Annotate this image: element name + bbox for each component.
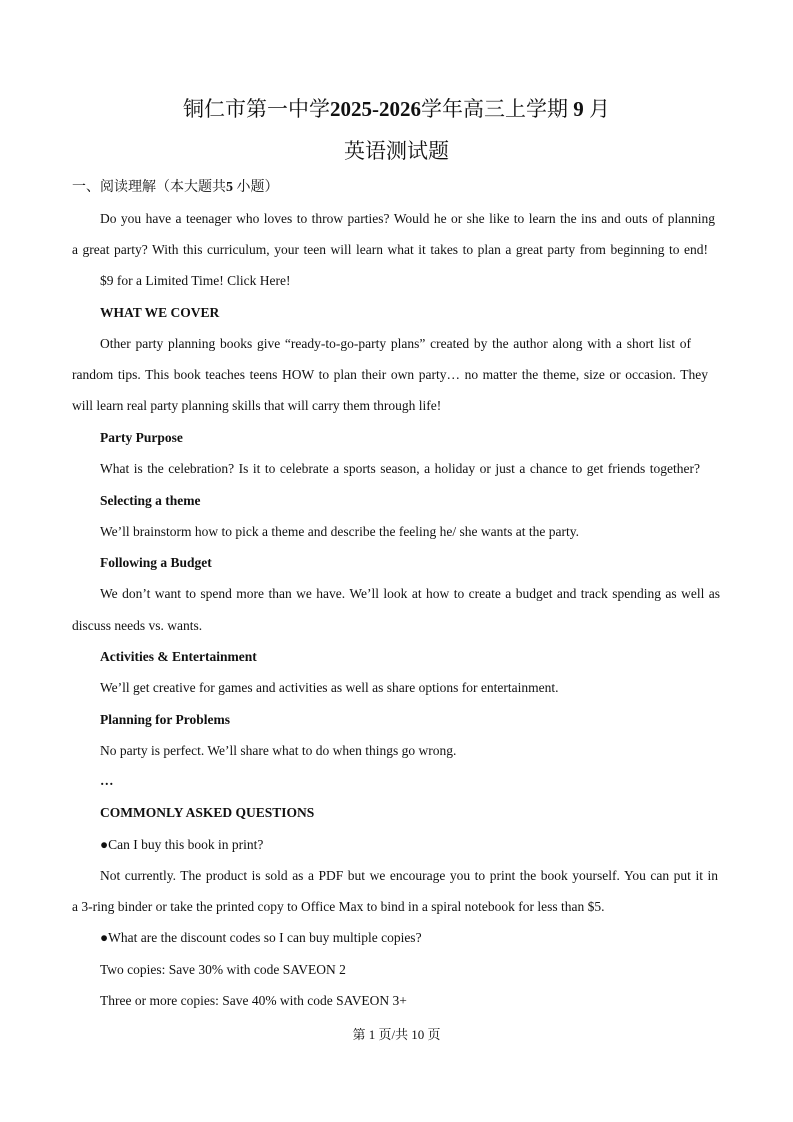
- answer-1-line-1: Not currently. The product is sold as a PDF but we encourage you to print the book yourself. You can put it in: [100, 868, 718, 883]
- cover-heading: WHAT WE COVER: [100, 305, 220, 320]
- budget-line-1: We don’t want to spend more than we have. We’ll look at how to create a budget and track spending as well as: [100, 586, 720, 601]
- question-1: ●Can I buy this book in print?: [100, 837, 264, 852]
- answer-1-line-2: a 3-ring binder or take the printed copy to Office Max to bind in a spiral notebook for less than $5.: [72, 899, 605, 914]
- budget-line-2: discuss needs vs. wants.: [72, 618, 203, 633]
- intro-line-2: a great party? With this curriculum, your teen will learn what it takes to plan a great party from beginning to end!: [72, 242, 708, 257]
- theme-heading: Selecting a theme: [100, 493, 201, 508]
- activities-heading: Activities & Entertainment: [100, 649, 257, 664]
- cover-line-3: will learn real party planning skills that will carry them through life!: [72, 398, 442, 413]
- exam-title: [0, 96, 793, 122]
- answer-2-line-2: Three or more copies: Save 40% with code SAVEON 3+: [100, 993, 407, 1008]
- section-question-count: 5: [226, 180, 233, 195]
- cover-line-1: Other party planning books give “ready-to-go-party plans” created by the author along with a short list of: [100, 336, 691, 351]
- purpose-heading: Party Purpose: [100, 430, 183, 445]
- offer-line: $9 for a Limited Time! Click Here!: [100, 273, 291, 288]
- budget-heading: Following a Budget: [100, 555, 212, 570]
- answer-2-line-1: Two copies: Save 30% with code SAVEON 2: [100, 962, 346, 977]
- problems-heading: Planning for Problems: [100, 712, 231, 727]
- ellipsis: …: [100, 773, 114, 788]
- title-term: 学年高三上学期: [421, 97, 568, 121]
- title-month-label: 月: [589, 97, 610, 121]
- title-year: 2025-2026: [330, 97, 421, 121]
- section-heading: [72, 179, 279, 197]
- intro-line-1: Do you have a teenager who loves to throw parties? Would he or she like to learn the ins and outs of planning: [100, 211, 715, 226]
- theme-text: We’ll brainstorm how to pick a theme and describe the feeling he/ she wants at the party.: [100, 524, 580, 539]
- activities-text: We’ll get creative for games and activities as well as share options for entertainment.: [100, 680, 559, 695]
- section-heading-suffix: 小题）: [236, 180, 279, 195]
- cover-line-2: random tips. This book teaches teens HOW to plan their own party… no matter the theme, size or occasion. They: [72, 367, 708, 382]
- purpose-text: What is the celebration? Is it to celebrate a sports season, a holiday or just a chance to get friends together?: [100, 461, 700, 476]
- question-2: ●What are the discount codes so I can buy multiple copies?: [100, 930, 422, 945]
- title-school: 铜仁市第一中学: [183, 97, 330, 121]
- exam-subtitle: 英语测试题: [344, 139, 449, 163]
- faq-heading: COMMONLY ASKED QUESTIONS: [100, 805, 315, 820]
- problems-text: No party is perfect. We’ll share what to do when things go wrong.: [100, 743, 457, 758]
- section-heading-text: 一、阅读理解（本大题共: [72, 180, 226, 195]
- title-month-number: 9: [573, 97, 584, 121]
- page-footer: 第 1 页/共 10 页: [352, 1027, 441, 1042]
